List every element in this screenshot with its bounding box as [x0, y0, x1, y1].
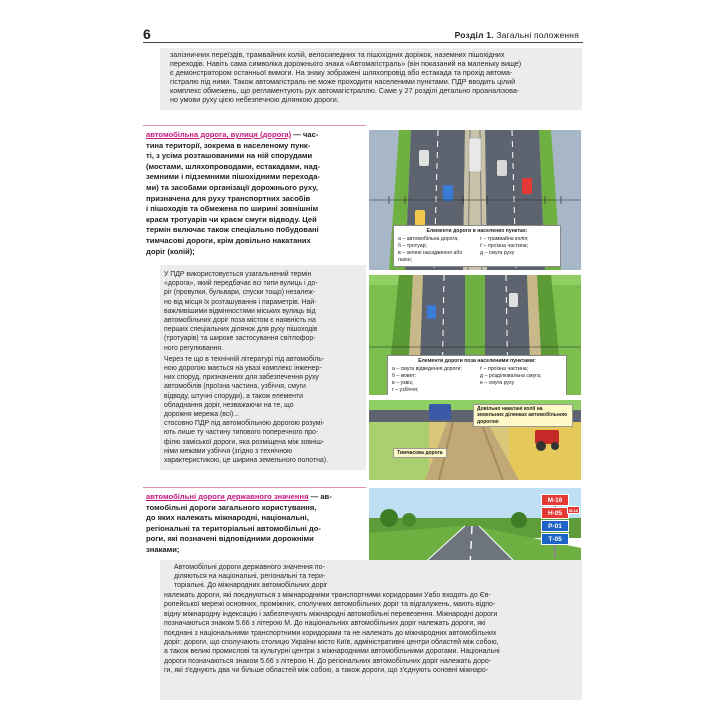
definition-line: — ав- [310, 492, 332, 501]
intro-line: но умови руху цією небезпечною ділянкою дороги. [170, 95, 339, 105]
definition-line: і пішоходів та обмежена по ширині зовнішнім [146, 204, 319, 214]
definition-line: краєм тротуарів чи краєм смуги відводу. Цей [146, 214, 317, 224]
commentary-line: «дорога», який передбачає всі типи вулиць і до- [164, 280, 318, 288]
commentary-line: ною дорогою мається на увазі комплекс інженер- [164, 365, 322, 373]
commentary-line: автомобільних доріг поза містом є наявність на [164, 317, 316, 325]
intro-line: комплекс обмежень, що регламентують рух автомагістраллю. Саме у 27 розділі детально проаналізова- [170, 86, 520, 96]
commentary-line: важливішими відмінностями міських вулиць від [164, 307, 316, 315]
caption-item: д – смуга руху [480, 250, 515, 256]
commentary-line: позначаються знаком 5.66 з літерою М. До національних автомобільних доріг належать дороги, які [164, 620, 486, 628]
header-rule [143, 42, 583, 43]
commentary-line: ріг (провулки, бульвари, спуски тощо) незалеж- [164, 289, 316, 297]
commentary-line: перших спеціальних ділянок для руху пішоходів [164, 326, 318, 334]
commentary-line: дорожня мережа (всі)... [164, 411, 239, 419]
definition-road [146, 130, 320, 257]
commentary-line: торіальні. До міжнародних автомобільних доріг [174, 582, 328, 590]
commentary-line: Через те що в технічній літературі під автомобіль- [164, 355, 325, 363]
commentary-line: У ПДР використовується узагальнений термін [164, 271, 312, 278]
caption-title: Елементи дороги в населених пунктах: [426, 228, 528, 234]
figure-temporary-road [369, 400, 581, 480]
term-state-roads: автомобільні дороги державного значення [146, 492, 309, 501]
commentary-line: доріг: дороги, що сполучають столицю України місто Київ, адміністративні центри областей між собою, [164, 639, 499, 647]
label-temporary-road: Тимчасова дорога [393, 448, 447, 458]
definition-line: ми) та засобами організації дорожнього руху, [146, 182, 318, 192]
commentary-line: німи межами узбіччя (згідно з технічною [164, 447, 293, 455]
definition-line: (мостами, шляхопроводами, естакадами, над- [146, 161, 321, 171]
intro-line: гістралю під ними. Також автомагістраль не може проходити населеними пунктами. ПДР вводить цілий [170, 77, 516, 87]
definition-state-roads [146, 492, 332, 556]
caption-item: в – узвіз; [392, 380, 414, 386]
commentary-line: автомобілів (проїзна частина, узбіччя, смуги [164, 383, 306, 391]
caption-title: Елементи дороги поза населеними пунктами: [418, 358, 536, 364]
commentary-state-roads-narrow [174, 563, 328, 590]
caption-item: б – тротуар; [398, 243, 427, 249]
commentary-road [164, 270, 328, 465]
commentary-line: Автомобільні дороги державного значення по- [174, 564, 325, 571]
commentary-line: ють лише ту частину типового поперечного про- [164, 429, 319, 437]
commentary-line: характеристикою, це ширина земельного полотна). [164, 457, 328, 465]
commentary-line: стосовно ПДР під автомобільною дорогою розумі- [164, 420, 325, 428]
commentary-line: діляються на національні, регіональні та тери- [174, 573, 326, 581]
commentary-line: (тротуарів) та широке застосування світлофор- [164, 335, 316, 343]
route-sign: М-16 [541, 494, 569, 506]
figure-city-road [369, 130, 581, 270]
route-sign-small: М-16 [568, 507, 579, 513]
section-divider [143, 487, 366, 488]
term-road: автомобільна дорога, вулиця (дорога) [146, 130, 292, 139]
commentary-line: но від місця їх розташування і параметрів. Най- [164, 298, 317, 306]
caption-item: а – смуга відведення дороги; [392, 366, 462, 372]
figure-city-road-caption [393, 225, 561, 267]
commentary-line: відводу, штучні споруди), а також елементи [164, 392, 303, 400]
caption-item: а – автомобільна дорога; [398, 236, 459, 242]
intro-paragraph [170, 50, 521, 105]
label-arbitrary-tracks: Довільно накатані колії на земельних ділянках автомобільною дорогою [473, 404, 573, 427]
section-divider [143, 125, 366, 126]
caption-item: б – кювет; [392, 373, 417, 379]
figure-rural-road-caption [387, 355, 567, 395]
definition-line: термін включає також спеціально побудовані [146, 225, 319, 235]
caption-item: в – зелені насадження або газон; [398, 250, 463, 263]
definition-line: знаками; [146, 544, 180, 554]
definition-line: роги, які позначені відповідними дорожніми [146, 534, 314, 544]
definition-line: регіональні та територіальні автомобільні до- [146, 523, 321, 533]
commentary-line: них споруд, призначених для забезпечення руху [164, 374, 319, 382]
commentary-line: дороги позначаються знаком 5.66 з літерою Н. До регіональних автомобільних доріг належать доро- [164, 657, 492, 665]
definition-line: призначена для руху транспортних засобів [146, 193, 311, 203]
definition-line: до яких належать міжнародні, національні, [146, 513, 309, 523]
commentary-line: філю заміської дороги, яка розміщена між зовніш- [164, 438, 325, 446]
route-sign: Н-05 [541, 507, 569, 519]
route-sign: Р-01 [541, 520, 569, 532]
intro-line: переходів. Навіть сама символіка дорожнього знака «Автомагістраль» (він показаний на маленьку вище) [170, 59, 522, 69]
section-label: Розділ 1. [454, 30, 494, 40]
caption-item: д – розділювальна смуга; [480, 373, 542, 379]
definition-line: тимчасові дороги, крім довільно накатаних [146, 235, 311, 245]
commentary-line: ропейської мережі основних, проміжних, сполучних автомобільних доріг та відгалужень, мають відпо- [164, 601, 496, 609]
caption-item: ґ – проїзна частина; [480, 243, 529, 249]
caption-item: ґ – проїзна частина; [480, 366, 529, 372]
commentary-line: а також великі промислові та культурні центри з міжнародними автомобільними дорогами. Національні [164, 648, 500, 656]
commentary-line: обладнання доріг, незважаючи на те, що [164, 401, 294, 409]
commentary-line: поєднані з національними транспортними коридорами та не належать до міжнародних автомобільних [164, 629, 497, 637]
definition-line: доріг (колій); [146, 246, 195, 256]
commentary-state-roads-wide [164, 591, 500, 676]
caption-item: г – трамвайна колія; [480, 236, 529, 242]
page-number: 6 [143, 26, 151, 42]
definition-line: ті, з усіма розташованими на ній спорудами [146, 151, 313, 161]
caption-item: е – смуга руху [480, 380, 515, 386]
route-sign: Т-05 [541, 533, 569, 545]
figure-rural-road [369, 275, 581, 395]
commentary-line: ного регулювання. [164, 344, 224, 352]
commentary-line: належать дороги, які поєднуються з міжнародними транспортними коридорами Уабо входять до Єв- [164, 592, 491, 599]
intro-line: є демонстратором останньої вимоги. На знаку зображені шляхопровід або естакада та прохід автома- [170, 68, 513, 78]
commentary-line: відну міжнародну індексацію і забезпечують міжнародні автомобільні перевезення. Міжнародні дороги [164, 610, 498, 618]
caption-item: г – узбіччя; [392, 387, 419, 393]
definition-line: земними і підземними пішохідними перехода- [146, 172, 320, 182]
intro-line: залізничних переїздів, трамвайних колій, велосипедних та пішохідних доріжок, наземних пішохідних [170, 50, 505, 59]
definition-line: тина території, зокрема в населеному пунк- [146, 140, 311, 150]
section-title: Загальні положення [496, 30, 579, 40]
definition-line: томобільні дороги загального користування, [146, 502, 317, 512]
running-head [455, 30, 579, 40]
definition-line: — час- [293, 130, 319, 139]
commentary-line: ги, які з'єднують два чи більше областей між собою, а також дороги, що з'єднують основні міжнаро- [164, 667, 489, 675]
